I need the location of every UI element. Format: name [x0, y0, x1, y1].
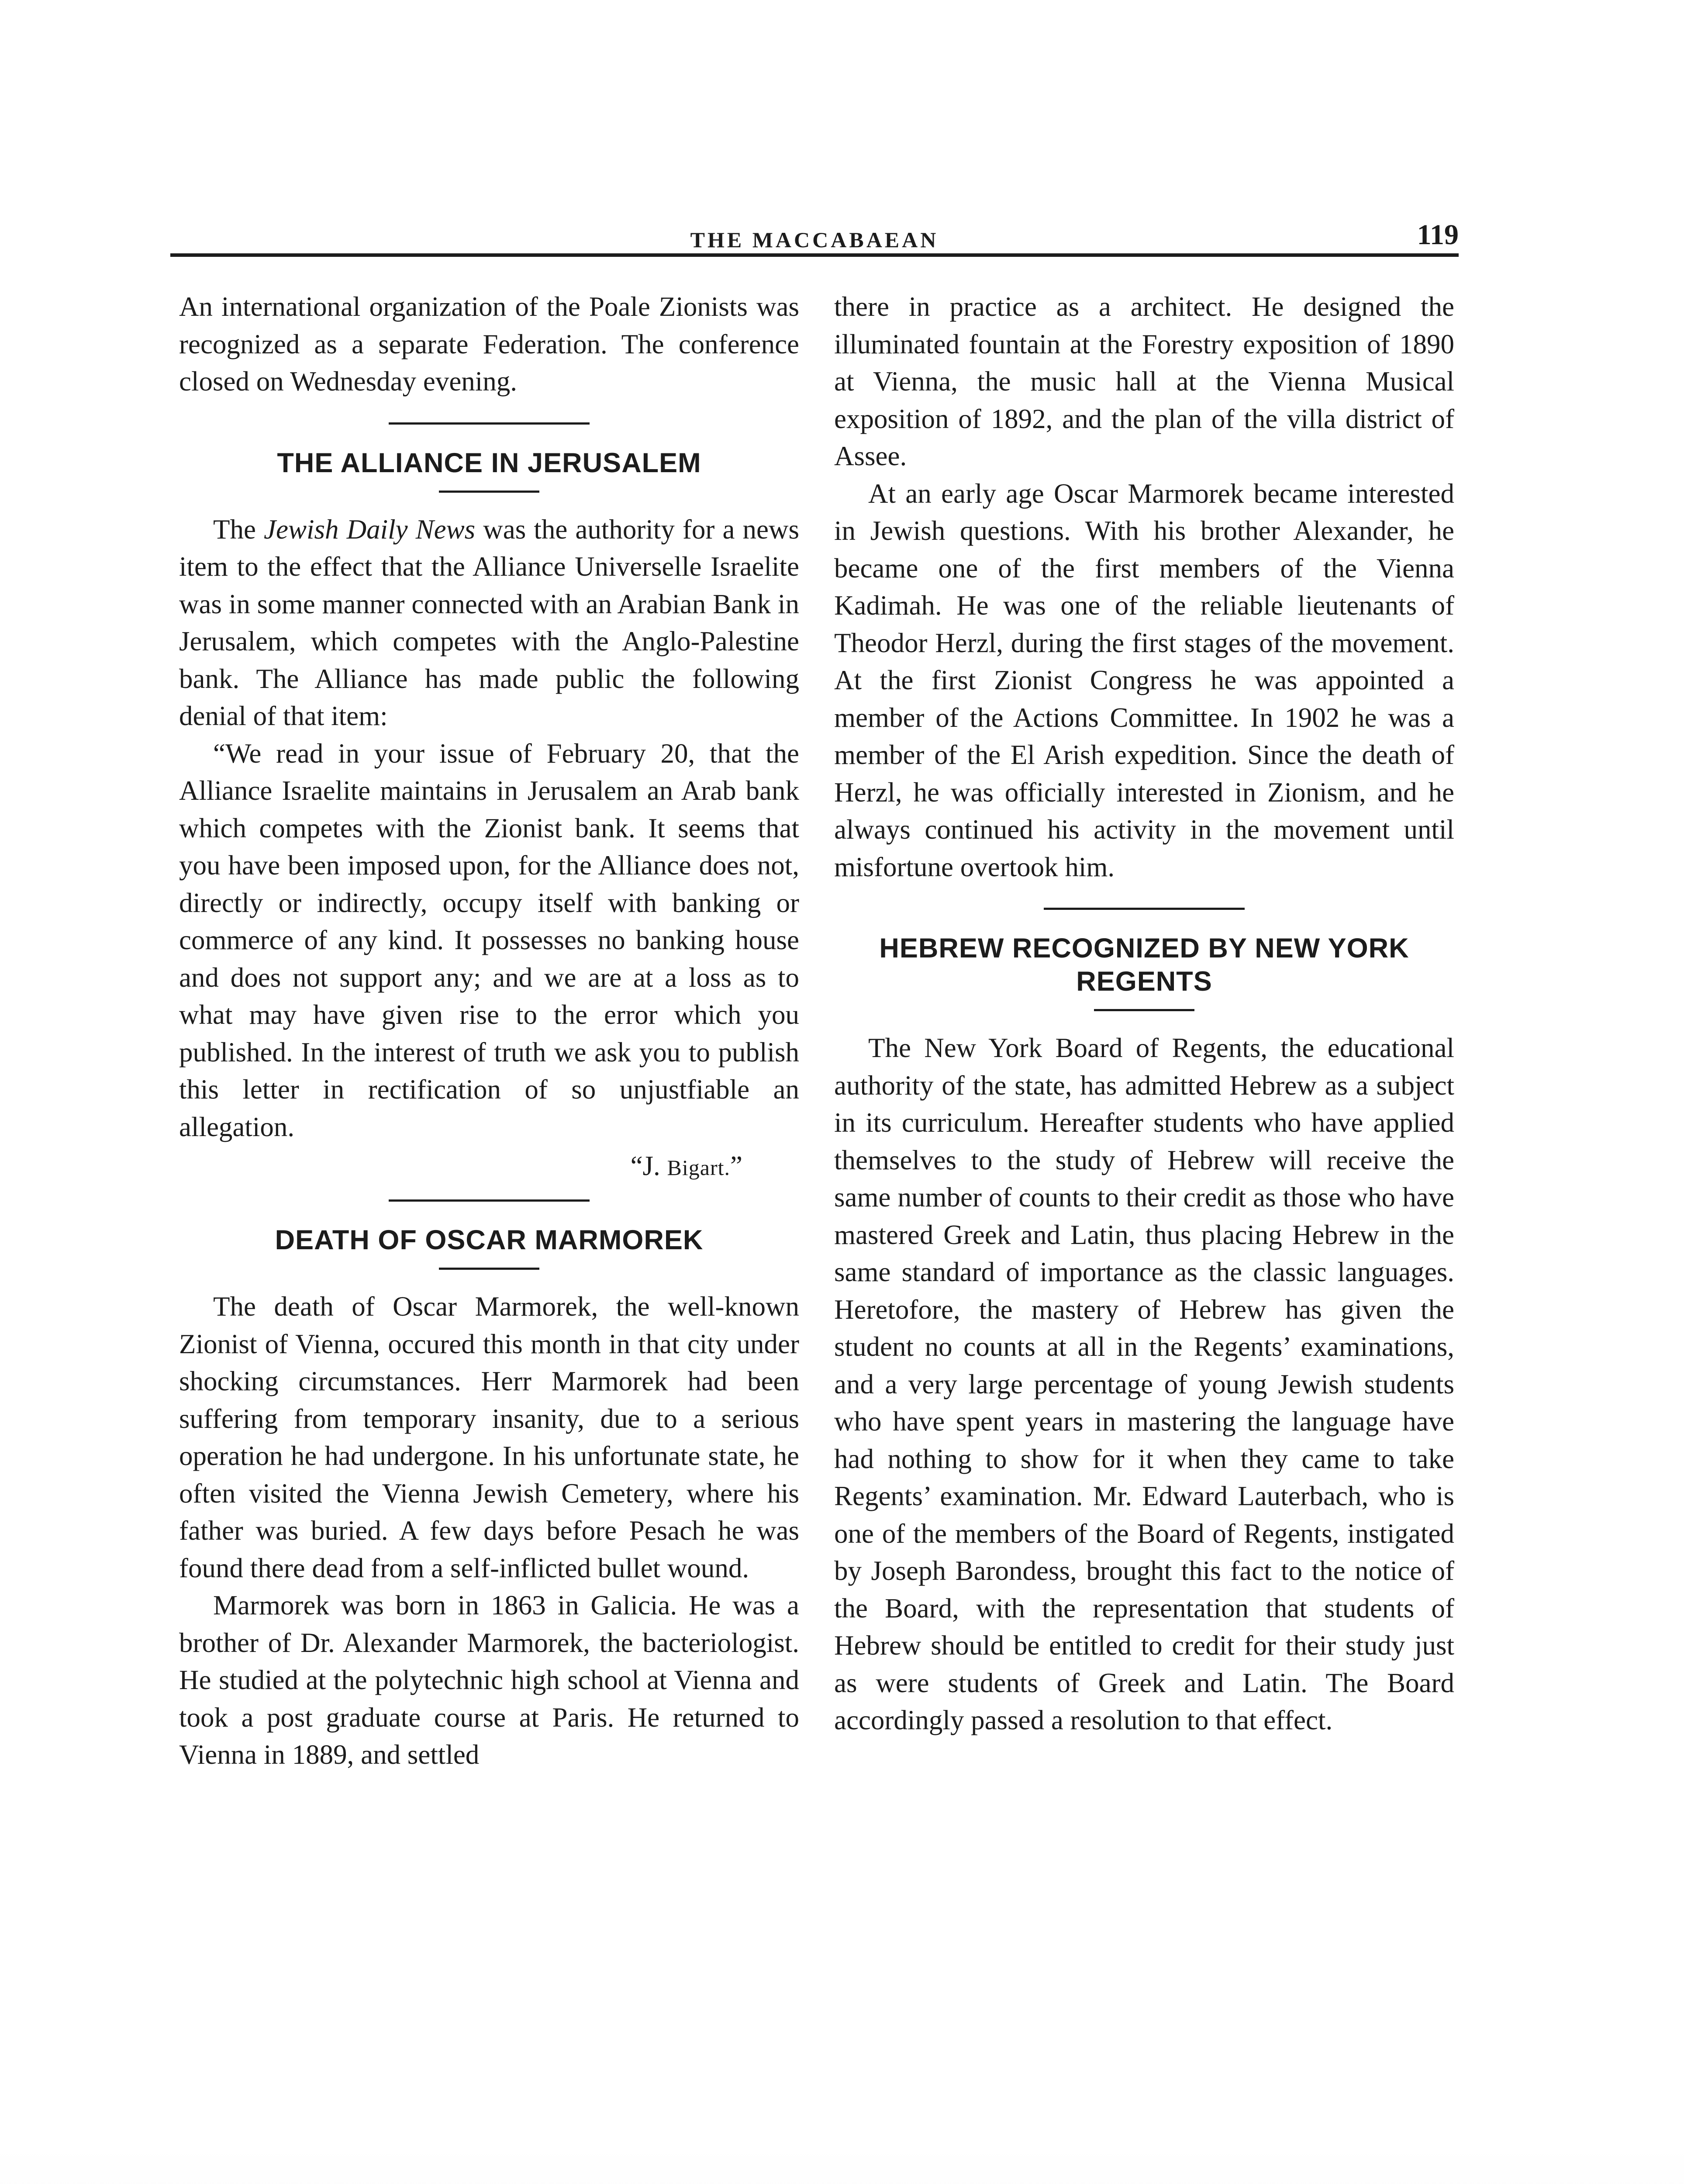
hebrew-paragraph: The New York Board of Regents, the educational authority of the state, has admitted Hebrew as a subject in its curriculum. Hereafter students who have applied themselves to the study of Hebrew will receive the same number of counts to their credit as those who have mastered Greek and Latin, thus placing Hebrew in the same standard of importance as the classic languages. Heretofore, the mastery of Hebrew has given the student no counts at all in the Regents’ examinations, and a very large percentage of young Jewish students who have spent years in mastering the language have had nothing to show for it when they came to take Regents’ examination. Mr. Edward Lauterbach, who is one of the members of the Board of Regents, instigated by Joseph Barondess, brought this fact to the notice of the Board, with the representation that students of Hebrew should be entitled to credit for their study just as were students of Greek and Latin. The Board accordingly passed a resolution to that effect.: [834, 1033, 1454, 1735]
right-column: [834, 288, 1454, 1739]
alliance-paragraph-1: [179, 511, 799, 735]
intro-paragraph: An international organization of the Poale Zionists was recognized as a separate Federation. The conference closed on Wednesday evening.: [179, 291, 799, 397]
left-column: [179, 288, 799, 1774]
marmorek-paragraph-2: Marmorek was born in 1863 in Galicia. He was a brother of Dr. Alexander Marmorek, the bacteriologist. He studied at the polytechnic high school at Vienna and took a post graduate course at Paris. He returned to Vienna in 1889, and settled: [179, 1590, 799, 1770]
heading-rule: [439, 491, 539, 493]
newspaper-title: Jewish Daily News: [264, 514, 476, 545]
letter-signature: [179, 1147, 742, 1186]
page-number: 119: [1417, 219, 1459, 251]
section-divider: [1044, 908, 1245, 910]
alliance-p1-start: The: [213, 514, 264, 545]
section-divider: [389, 1199, 590, 1202]
heading-rule: [439, 1268, 539, 1270]
hebrew-heading-line-2: REGENTS: [1076, 966, 1212, 997]
signature-name: Bigart.: [667, 1155, 731, 1180]
alliance-heading: THE ALLIANCE IN JERUSALEM: [277, 447, 701, 478]
journal-title: THE MACCABAEAN: [690, 228, 939, 252]
hebrew-heading: [834, 932, 1454, 998]
marmorek-continued-paragraph: there in practice as a architect. He designed the illuminated fountain at the Forestry exposition of 1890 at Vienna, the music hall at the Vienna Musical exposition of 1892, and the plan of the villa district of Assee.: [834, 291, 1454, 471]
marmorek-paragraph-1: The death of Oscar Marmorek, the well-known Zionist of Vienna, occured this month in that city under shocking circumstances. Herr Marmorek had been suffering from temporary insanity, due to a serious operation he had undergone. In his unfortunate state, he often visited the Vienna Jewish Cemetery, where his father was buried. A few days before Pesach he was found there dead from a self-inflicted bullet wound.: [179, 1291, 799, 1583]
marmorek-heading: DEATH OF OSCAR MARMOREK: [275, 1225, 704, 1255]
signature-prefix: “J.: [630, 1151, 667, 1181]
alliance-p1-rest: was the authority for a news item to the effect that the Alliance Universelle Israelite was in some manner connected with an Arabian Bank in Jerusalem, which competes with the Anglo-Palestine bank. The Alliance has made public the following denial of that item:: [179, 514, 800, 731]
alliance-paragraph-2: “We read in your issue of February 20, that the Alliance Israelite maintains in Jerusalem an Arab bank which competes with the Zionist bank. It seems that you have been imposed upon, for the Alliance does not, directly or indirectly, occupy itself with banking or commerce of any kind. It possesses no banking house and does not support any; and we are at a loss as to what may have given rise to the error which you published. In the interest of truth we ask you to publish this letter in rectification of so unjustfiable an allegation.: [179, 738, 799, 1142]
marmorek-paragraph-3: At an early age Oscar Marmorek became interested in Jewish questions. With his brother Alexander, he became one of the first members of the Vienna Kadimah. He was one of the reliable lieutenants of Theodor Herzl, during the first stages of the movement. At the first Zionist Congress he was appointed a member of the Actions Committee. In 1902 he was a member of the El Arish expedition. Since the death of Herzl, he was officially interested in Zionism, and he always continued his activity in the movement until misfortune overtook him.: [834, 478, 1454, 882]
hebrew-heading-line-1: HEBREW RECOGNIZED BY NEW YORK: [879, 933, 1409, 964]
running-head: [170, 218, 1459, 258]
signature-suffix: ”: [730, 1151, 742, 1181]
section-divider: [389, 422, 590, 425]
header-rule: [170, 253, 1459, 257]
heading-rule: [1094, 1009, 1194, 1011]
